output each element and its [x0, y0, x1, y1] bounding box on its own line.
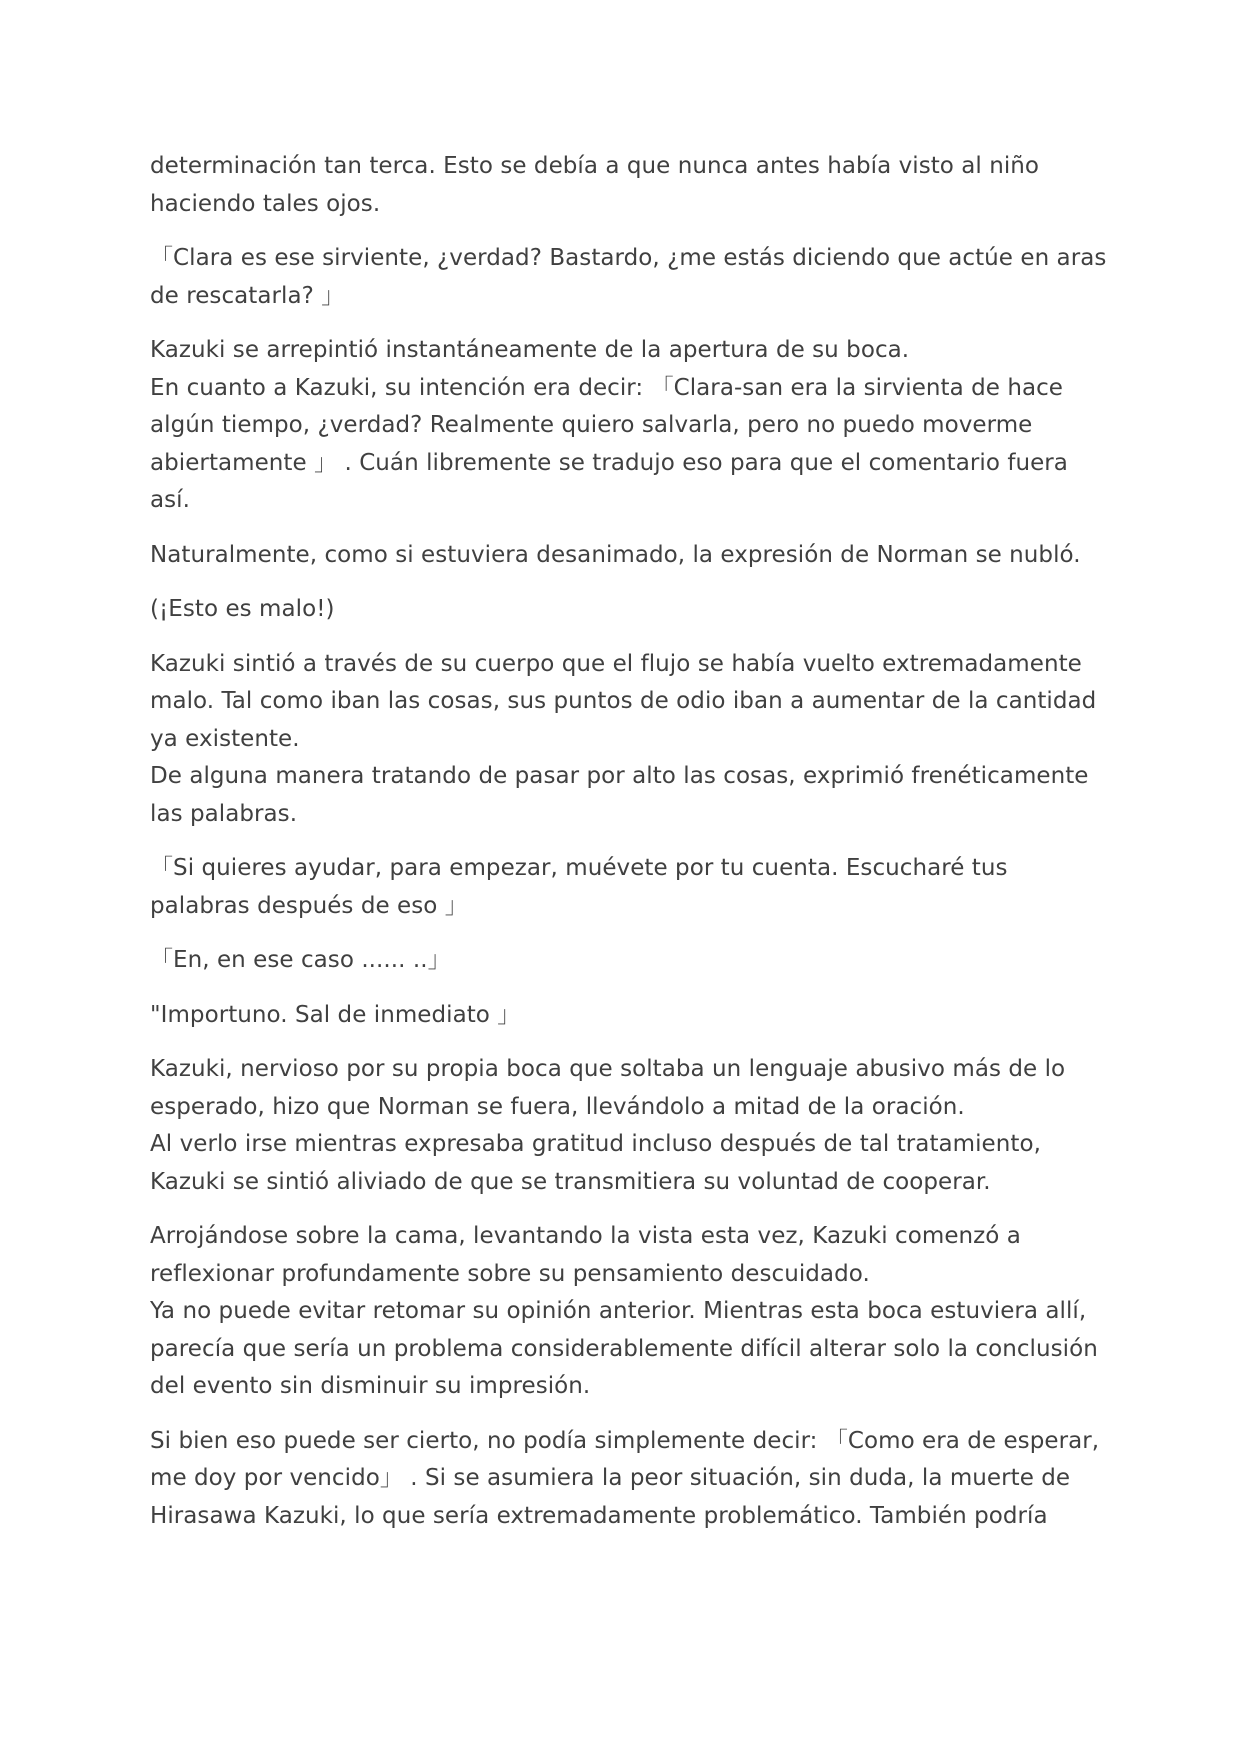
paragraph-4 [150, 537, 1090, 575]
text-line: De alguna manera tratando de pasar por alto las cosas, exprimió frenéticamente [150, 763, 1089, 789]
text-line: 「En, en ese caso ...... ..」 [150, 947, 451, 973]
paragraph-2 [150, 240, 1107, 315]
text-line: Kazuki se arrepintió instantáneamente de la apertura de su boca. [150, 337, 910, 363]
text-line: Arrojándose sobre la cama, levantando la vista esta vez, Kazuki comenzó a [150, 1223, 1021, 1249]
text-line: Ya no puede evitar retomar su opinión anterior. Mientras esta boca estuviera allí, [150, 1298, 1087, 1324]
paragraph-7 [150, 850, 1090, 925]
text-line: determinación tan terca. Esto se debía a que nunca antes había visto al niño [150, 153, 1040, 179]
text-line: algún tiempo, ¿verdad? Realmente quiero salvarla, pero no puedo moverme [150, 412, 1033, 438]
paragraph-3 [150, 332, 1090, 520]
paragraph-10 [150, 1051, 1090, 1201]
text-line: del evento sin disminuir su impresión. [150, 1373, 591, 1399]
text-line: Si bien eso puede ser cierto, no podía simplemente decir: 「Como era de esperar, [150, 1427, 1100, 1454]
paragraph-8 [150, 942, 1090, 980]
text-line: las palabras. [150, 800, 298, 827]
text-line: abiertamente 」 . Cuán libremente se tradujo eso para que el comentario fuera [150, 449, 1068, 476]
text-line: Hirasawa Kazuki, lo que sería extremadamente problemático. También podría [150, 1502, 1048, 1529]
text-line: esperado, hizo que Norman se fuera, llevándolo a mitad de la oración. [150, 1093, 965, 1120]
paragraph-6 [150, 646, 1097, 834]
text-line: "Importuno. Sal de inmediato 」 [150, 1001, 521, 1028]
document-page [150, 148, 1107, 1552]
text-line: Kazuki sintió a través de su cuerpo que el flujo se había vuelto extremadamente [150, 650, 1082, 677]
text-line: Naturalmente, como si estuviera desanimado, la expresión de Norman se nubló. [150, 541, 1081, 568]
text-line: palabras después de eso 」 [150, 892, 468, 919]
paragraph-12 [150, 1423, 1100, 1536]
text-line: Al verlo irse mientras expresaba gratitud incluso después de tal tratamiento, [150, 1131, 1041, 1157]
text-line: (¡Esto es malo!) [150, 596, 335, 622]
text-line: de rescatarla? 」 [150, 282, 345, 309]
paragraph-5 [150, 591, 1090, 629]
text-line: así. [150, 487, 190, 513]
text-line: Kazuki se sintió aliviado de que se transmitiera su voluntad de cooperar. [150, 1168, 991, 1195]
text-line: haciendo tales ojos. [150, 190, 381, 217]
text-line: 「Si quieres ayudar, para empezar, muévete por tu cuenta. Escucharé tus [150, 855, 1008, 881]
text-line: me doy por vencido」 . Si se asumiera la peor situación, sin duda, la muerte de [150, 1465, 1071, 1491]
text-line: En cuanto a Kazuki, su intención era decir: 「Clara-san era la sirvienta de hace [150, 374, 1063, 401]
paragraph-1 [150, 148, 1090, 223]
text-line: parecía que sería un problema considerablemente difícil alterar solo la conclusión [150, 1335, 1098, 1362]
text-line: ya existente. [150, 725, 300, 752]
text-line: malo. Tal como iban las cosas, sus puntos de odio iban a aumentar de la cantidad [150, 688, 1097, 714]
paragraph-9 [150, 997, 1090, 1035]
text-line: Kazuki, nervioso por su propia boca que soltaba un lenguaje abusivo más de lo [150, 1056, 1066, 1082]
text-line: reflexionar profundamente sobre su pensamiento descuidado. [150, 1260, 870, 1287]
text-line: 「Clara es ese sirviente, ¿verdad? Bastardo, ¿me estás diciendo que actúe en aras [150, 245, 1107, 271]
paragraph-11 [150, 1218, 1098, 1406]
